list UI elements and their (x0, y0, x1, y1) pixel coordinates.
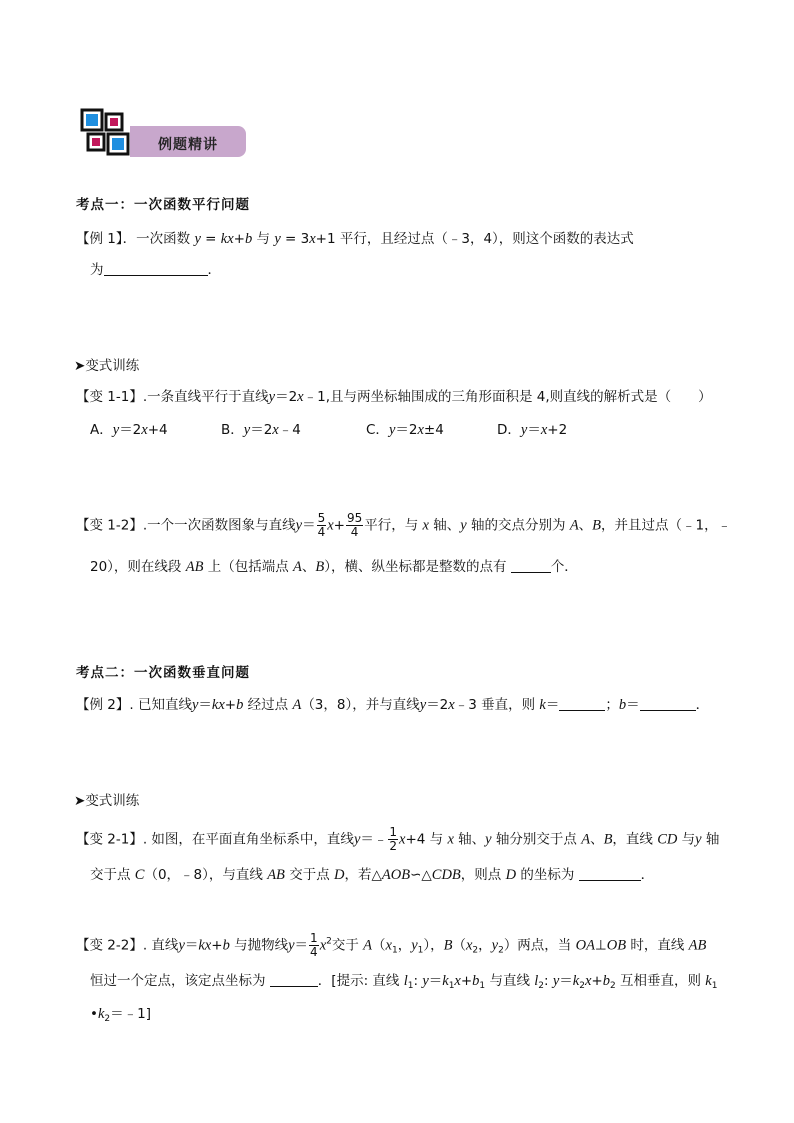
example1-label: 【例 1】 (76, 231, 123, 247)
variant-1-1-line1: 【变 1-1】.一条直线平行于直线y＝2x﹣1,且与两坐标轴围成的三角形面积是 4,则直线的解析式是（ ） (76, 389, 712, 405)
fraction-1-2: $\frac{1}{2}$ (389, 825, 398, 853)
variant-2-2-line1: 【变 2-2】. 直线y＝kx+b 与抛物线y＝ $\frac{1}{4}$ $x^2$交于 $A(x_1$，$y_1$），$B(x_2$，$y_2$）两点，当 OA⊥OB 时，直线 AB (76, 931, 707, 959)
option-a[interactable]: A．y＝2x+4 (90, 422, 168, 438)
option-d[interactable]: D．y＝x+2 (497, 422, 568, 438)
variant-training-1: ➤变式训练 (74, 358, 140, 374)
banner-title: 例题精讲 (158, 137, 218, 153)
variant-2-1-line2: 交于点 C（0，﹣8），与直线 AB 交于点 D，若△AOB∽△CDB，则点 D 的坐标为 ． (90, 867, 655, 883)
section2-heading: 考点二：一次函数垂直问题 (76, 665, 250, 681)
variant-2-2-label: 【变 2-2】 (76, 937, 143, 954)
option-c[interactable]: C．y＝2x±4 (366, 422, 444, 438)
variant-training-2: ➤变式训练 (74, 793, 140, 809)
variant-1-1-label: 【变 1-1】 (76, 389, 143, 405)
variant-2-1-label: 【变 2-1】 (76, 831, 143, 848)
example2-line1: 【例 2】. 已知直线y＝kx+b 经过点 A（3，8），并与直线y＝2x﹣3 垂直，则 k＝ ；b＝ ． (76, 697, 710, 713)
variant-1-2-label: 【变 1-2】 (76, 517, 143, 534)
variant-2-2-line3: $•k_2=﹣1$] (90, 1006, 151, 1024)
example2-label: 【例 2】 (76, 697, 130, 713)
fraction-5-4: $\frac{5}{4}$ (317, 511, 326, 539)
answer-blank-k[interactable] (559, 698, 605, 711)
example1-line1: 【例 1】．一次函数 y = kx+b 与 y = 3x+1 平行，且经过点（﹣3，4），则这个函数的表达式 (76, 231, 634, 247)
arrow-bullet-icon: ➤ (74, 358, 86, 374)
variant-2-2-line2: 恒过一个定点，该定点坐标为 ．[提示: 直线 $l_1$: $y=k_1x+b_1$ 与直线 $l_2$: $y=k_2x+b_2$ 互相垂直，则 $k_1$ (90, 973, 718, 991)
answer-blank[interactable] (579, 868, 641, 881)
fraction-95-4: $\frac{95}{4}$ (346, 511, 363, 539)
option-b[interactable]: B．y＝2x﹣4 (221, 422, 301, 438)
variant-1-2-line2: 20），则在线段 AB 上（包括端点 A、B），横、纵坐标都是整数的点有 个． (90, 559, 578, 575)
variant-2-1-line1: 【变 2-1】. 如图，在平面直角坐标系中，直线y＝﹣ $\frac{1}{2}$ x+4 与 x 轴、y 轴分别交于点 A、B，直线 CD 与y 轴 (76, 825, 720, 853)
answer-blank[interactable] (511, 560, 551, 573)
section1-heading: 考点一：一次函数平行问题 (76, 197, 250, 213)
answer-blank[interactable] (270, 974, 318, 987)
banner-squares-icon (78, 106, 134, 162)
example1-line2: 为 ． (90, 262, 221, 278)
fraction-1-4: $\frac{1}{4}$ (310, 931, 318, 959)
arrow-bullet-icon: ➤ (74, 793, 86, 809)
answer-blank-b[interactable] (640, 698, 696, 711)
variant-1-2-line1: 【变 1-2】.一个一次函数图象与直线y＝ $\frac{5}{4}$ x+ $\frac{95}{4}$ 平行，与 x 轴、y 轴的交点分别为 A、B，并且过点（﹣1，﹣ (76, 511, 732, 539)
answer-blank[interactable] (104, 263, 208, 276)
